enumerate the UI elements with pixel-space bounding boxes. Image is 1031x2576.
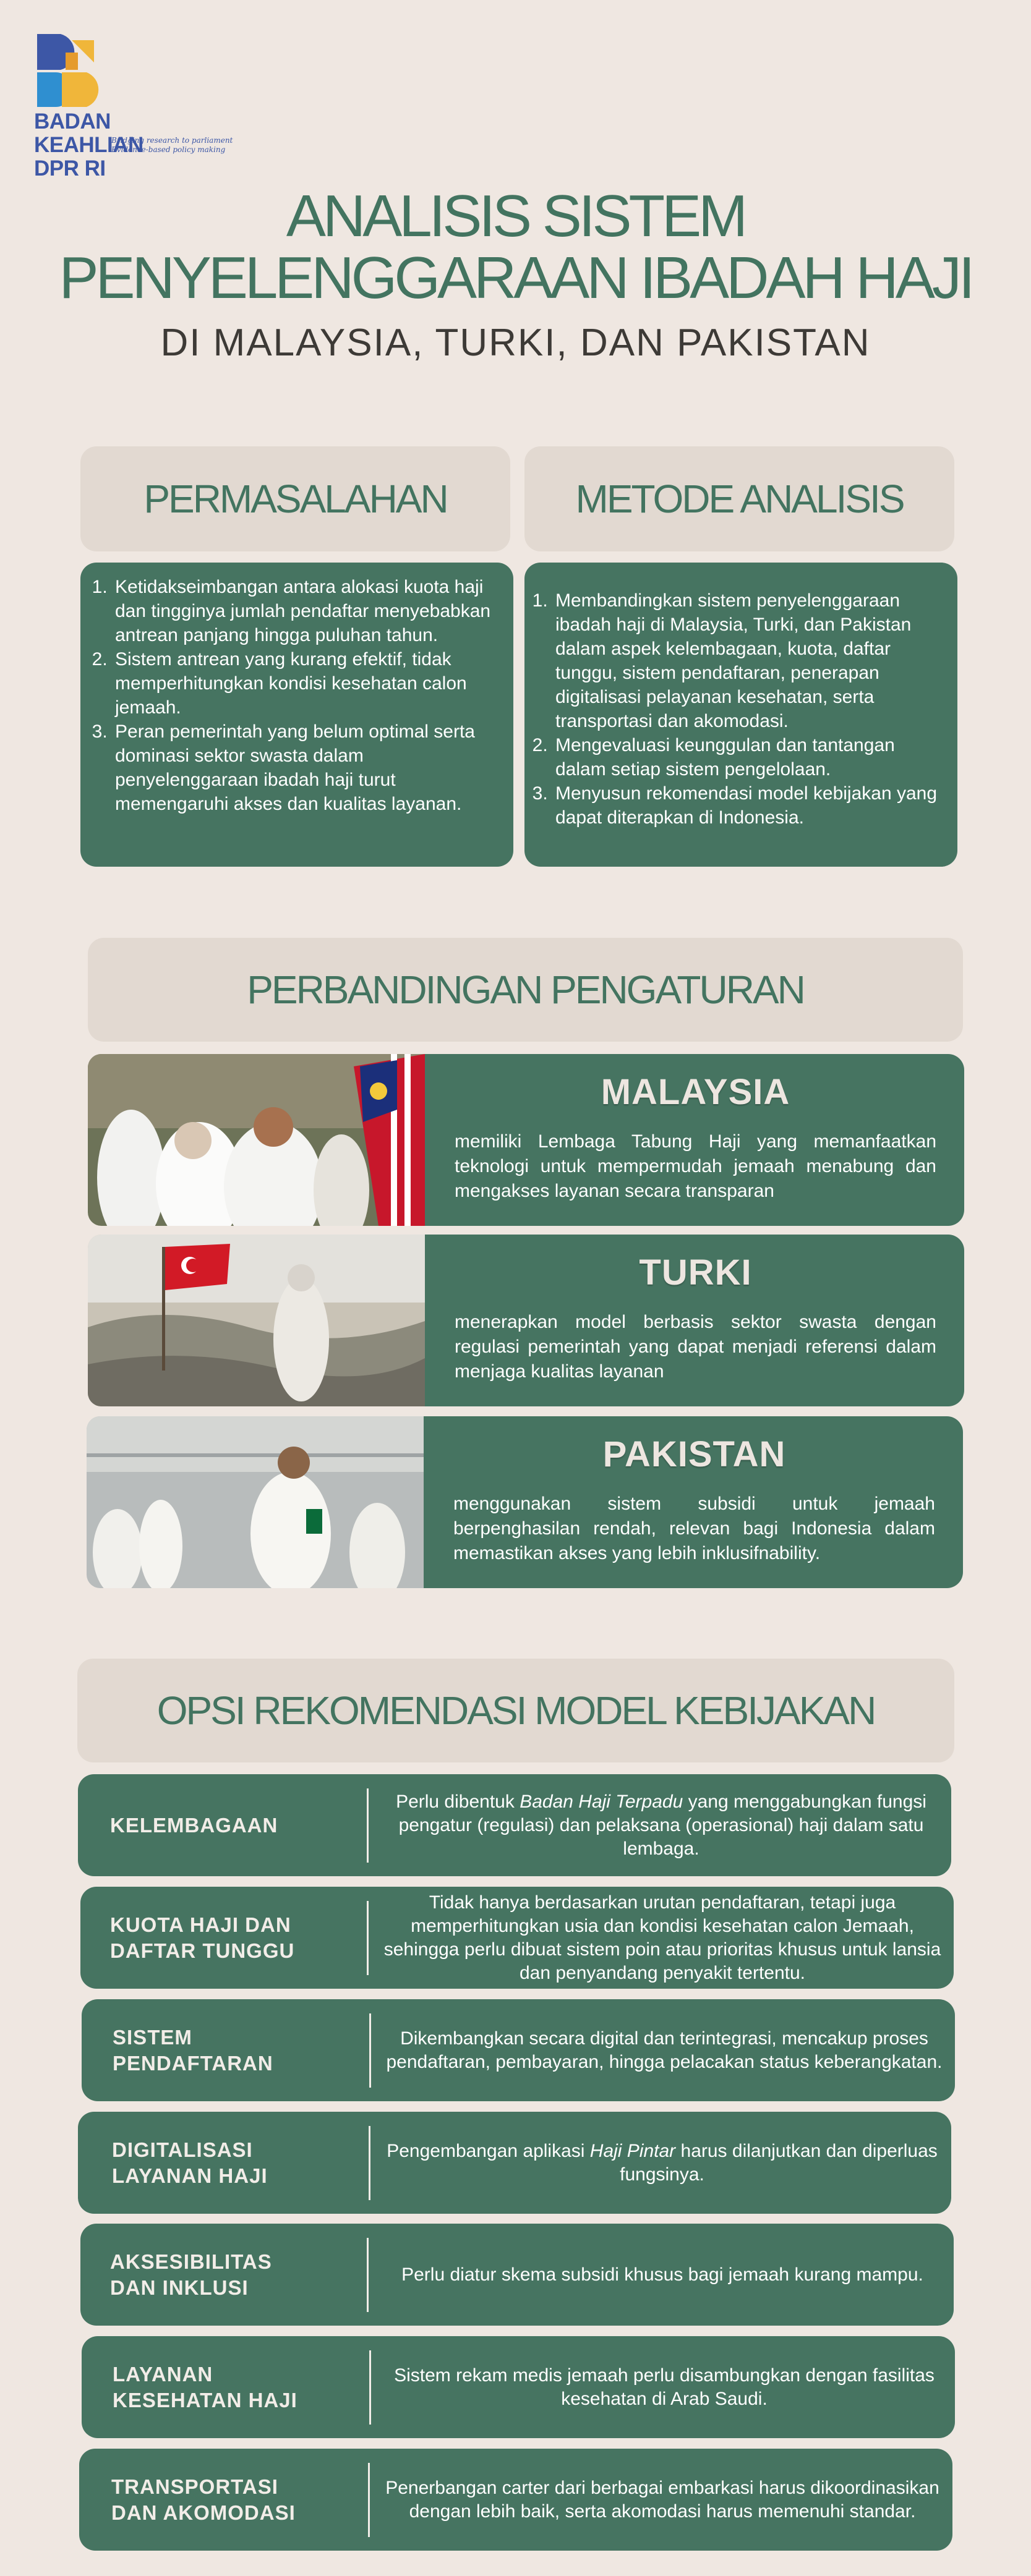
metode-item: 1. Membandingkan sistem penyelenggaraan ibadah haji di Malaysia, Turki, dan Pakistan dalam aspek kelembagaan, kuota, daftar tunggu, sistem pendaftaran, penerapan digitalisasi pelayanan kesehatan, serta transportasi dan akomodasi.: [553, 589, 946, 733]
country-desc-pakistan: menggunakan sistem subsidi untuk jemaah berpenghasilan rendah, relevan bagi Indonesia dalam memastikan akses yang lebih inklusifnability.: [453, 1494, 935, 1563]
permasalahan-heading: PERMASALAHAN: [80, 446, 510, 551]
rec-row-kelembagaan: [78, 1774, 951, 1876]
country-card-pakistan: [87, 1416, 963, 1588]
malaysia-pilgrims-photo: [88, 1054, 425, 1226]
rec-label: KELEMBAGAAN: [110, 1813, 278, 1837]
logo-name: BADAN KEAHLIAN DPR RI: [34, 109, 143, 181]
permasalahan-item: 2. Sistem antrean yang kurang efektif, tidak memperhitungkan kondisi kesehatan calon jemaah.: [113, 647, 505, 720]
rec-label: TRANSPORTASI DAN AKOMODASI: [111, 2475, 296, 2524]
country-card-malaysia: [88, 1054, 964, 1226]
pakistan-content: [424, 1416, 963, 1588]
rec-label: KUOTA HAJI DAN DAFTAR TUNGGU: [110, 1913, 295, 1962]
country-name-turki: TURKI: [639, 1252, 752, 1293]
rekomendasi-heading: OPSI REKOMENDASI MODEL KEBIJAKAN: [77, 1659, 954, 1762]
rec-row-digitalisasi: [78, 2112, 951, 2214]
permasalahan-item: 3. Peran pemerintah yang belum optimal serta dominasi sektor swasta dalam penyelenggaraan ibadah haji turut memengaruhi akses dan kualitas layanan.: [113, 720, 505, 816]
rec-text: Tidak hanya berdasarkan urutan pendaftaran, tetapi juga memperhitungkan usia dan kondisi kesehatan calon Jemaah, sehingga perlu dibuat sistem poin atau prioritas khusus untuk lansia dan penyandang penyakit tertentu.: [383, 1892, 941, 1983]
perbandingan-heading: PERBANDINGAN PENGATURAN: [88, 938, 963, 1042]
metode-heading: METODE ANALISIS: [524, 446, 954, 551]
rec-row-kuota: [80, 1887, 954, 1989]
permasalahan-item: 1. Ketidakseimbangan antara alokasi kuota haji dan tingginya jumlah pendaftar menyebabkan antrean panjang hingga puluhan tahun.: [113, 575, 505, 647]
metode-panel: [524, 563, 957, 867]
malaysia-photo-image: [88, 1054, 425, 1226]
country-desc-turki: menerapkan model berbasis sektor swasta dengan regulasi pemerintah yang dapat menjadi referensi dalam menjaga kualitas layanan: [455, 1312, 936, 1382]
country-name-malaysia: MALAYSIA: [601, 1072, 790, 1112]
rec-label: LAYANAN KESEHATAN HAJI: [113, 2362, 297, 2412]
rec-label: SISTEM PENDAFTARAN: [113, 2025, 273, 2075]
logo-tagline: Bridging research to parliament Evidence-based policy making: [111, 136, 233, 154]
permasalahan-list: [92, 575, 505, 816]
pakistan-pilgrims-photo: [87, 1416, 424, 1588]
rec-text: Pengembangan aplikasi Haji Pintar harus dilanjutkan dan diperluas fungsinya.: [387, 2140, 938, 2185]
metode-item: 2. Mengevaluasi keunggulan dan tantangan dalam setiap sistem pengelolaan.: [553, 733, 946, 781]
turki-content: [425, 1235, 964, 1406]
permasalahan-panel: [80, 563, 513, 867]
rec-label: AKSESIBILITAS DAN INKLUSI: [110, 2250, 272, 2299]
country-card-turki: [88, 1235, 964, 1406]
metode-item: 3. Menyusun rekomendasi model kebijakan yang dapat diterapkan di Indonesia.: [553, 781, 946, 830]
country-desc-malaysia: memiliki Lembaga Tabung Haji yang memanfaatkan teknologi untuk mempermudah jemaah menabung dan mengakses layanan secara transparan: [455, 1131, 936, 1201]
malaysia-content: [425, 1054, 964, 1226]
country-name-pakistan: PAKISTAN: [602, 1434, 786, 1474]
badan-keahlian-logo-icon: [37, 34, 108, 107]
page-title-line1: ANALISIS SISTEM: [286, 183, 745, 249]
page-title-line2: PENYELENGGARAAN IBADAH HAJI: [59, 245, 972, 311]
metode-list: [532, 589, 946, 830]
rec-text: Sistem rekam medis jemaah perlu disambungkan dengan fasilitas kesehatan di Arab Saudi.: [394, 2365, 935, 2409]
rec-row-transportasi: [79, 2449, 952, 2551]
turki-pilgrim-photo: [88, 1235, 425, 1406]
rec-row-aksesibilitas: [80, 2224, 954, 2326]
rec-row-pendaftaran: [82, 1999, 955, 2101]
turki-photo-image: [88, 1235, 425, 1406]
rec-label: DIGITALISASI LAYANAN HAJI: [112, 2138, 268, 2187]
rec-text: Perlu dibentuk Badan Haji Terpadu yang menggabungkan fungsi pengatur (regulasi) dan pelaksana (operasional) haji dalam satu lembaga.: [396, 1791, 926, 1859]
rec-text: Dikembangkan secara digital dan terintegrasi, mencakup proses pendaftaran, pembayaran, hingga pelacakan status keberangkatan.: [386, 2028, 943, 2072]
rec-text: Penerbangan carter dari berbagai embarkasi harus dikoordinasikan dengan lebih baik, serta akomodasi harus memenuhi standar.: [385, 2477, 939, 2522]
page-subtitle: DI MALAYSIA, TURKI, DAN PAKISTAN: [160, 321, 871, 364]
rec-text: Perlu diatur skema subsidi khusus bagi jemaah kurang mampu.: [401, 2264, 923, 2285]
rec-row-kesehatan: [82, 2336, 955, 2438]
pakistan-photo-image: [87, 1416, 424, 1588]
